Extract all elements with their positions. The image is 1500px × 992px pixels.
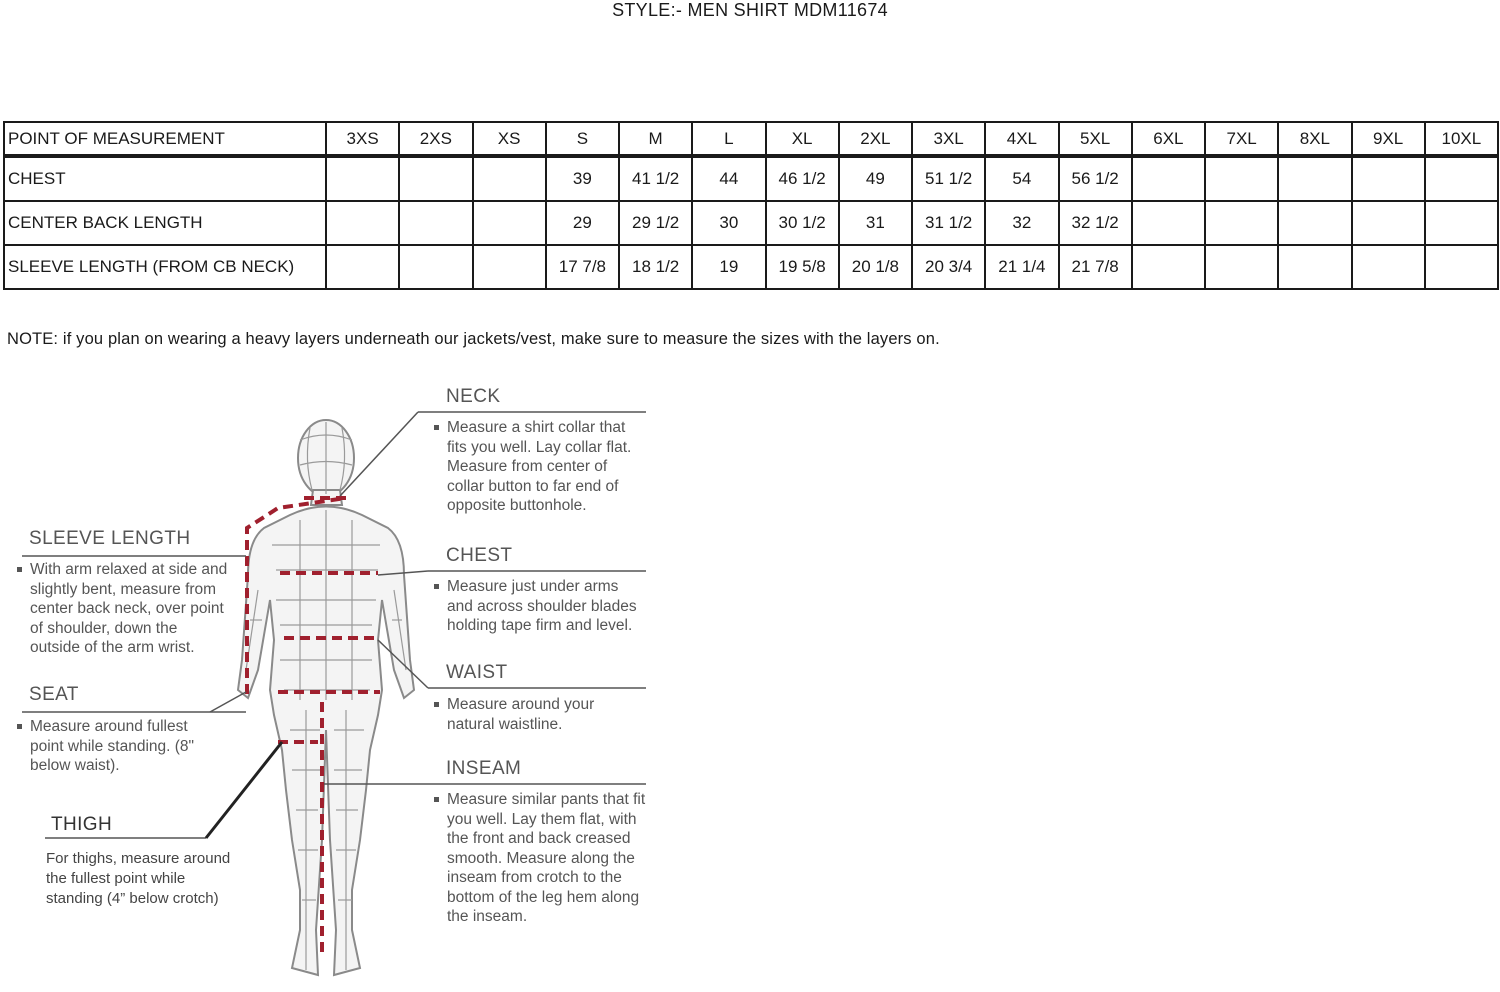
measurement-cell — [473, 201, 546, 245]
measurement-cell: 21 1/4 — [985, 245, 1058, 289]
measurement-cell — [1132, 245, 1205, 289]
measurement-cell — [1205, 201, 1278, 245]
size-header-cell: 2XS — [399, 122, 472, 156]
sleeve-length-description — [30, 560, 230, 658]
header-point-of-measurement: POINT OF MEASUREMENT — [4, 122, 326, 156]
size-header-cell: XL — [766, 122, 839, 156]
measurement-cell — [1278, 156, 1351, 201]
thigh-callout-line — [206, 742, 282, 838]
size-header-cell: 8XL — [1278, 122, 1351, 156]
measurement-cell: 49 — [839, 156, 912, 201]
measurement-cell: 51 1/2 — [912, 156, 985, 201]
measurement-cell: 20 3/4 — [912, 245, 985, 289]
measurement-cell: 54 — [985, 156, 1058, 201]
measurement-cell: 17 7/8 — [546, 245, 619, 289]
size-header-cell: 4XL — [985, 122, 1058, 156]
measurement-cell — [1205, 156, 1278, 201]
measurement-cell: 30 1/2 — [766, 201, 839, 245]
chest-heading: CHEST — [446, 545, 513, 566]
measurement-cell: 41 1/2 — [619, 156, 692, 201]
sleeve-length-description-text: With arm relaxed at side and slightly bent, measure from center back neck, over point of shoulder, down the outside of the arm wrist. — [30, 561, 228, 656]
measurement-cell: 31 1/2 — [912, 201, 985, 245]
table-row — [4, 245, 1498, 289]
size-header-cell: 2XL — [839, 122, 912, 156]
page-title: STYLE:- MEN SHIRT MDM11674 — [612, 0, 888, 20]
measurement-cell — [1205, 245, 1278, 289]
size-header-cell: XS — [473, 122, 546, 156]
size-header-cell: 9XL — [1352, 122, 1425, 156]
measurement-cell — [326, 245, 399, 289]
inseam-heading: INSEAM — [446, 758, 522, 779]
seat-description — [30, 717, 205, 776]
size-header-cell: L — [692, 122, 765, 156]
measurement-cell — [399, 245, 472, 289]
measurement-cell — [399, 201, 472, 245]
table-header-row — [4, 122, 1498, 156]
measurement-cell: 19 — [692, 245, 765, 289]
measurement-cell — [326, 201, 399, 245]
measurement-cell — [473, 156, 546, 201]
measurement-cell — [326, 156, 399, 201]
measurement-cell: 19 5/8 — [766, 245, 839, 289]
measurement-cell — [1132, 201, 1205, 245]
seat-description-text: Measure around fullest point while standing. (8" below waist). — [30, 718, 195, 774]
neck-heading: NECK — [446, 386, 501, 407]
measurement-cell — [1132, 156, 1205, 201]
table-row — [4, 201, 1498, 245]
measurement-cell — [1352, 201, 1425, 245]
inseam-description-text: Measure similar pants that fit you well. Lay them flat, with the front and back creased smooth. Measure along the inseam from crotch to the bottom of the leg hem along the inseam. — [447, 791, 646, 925]
sleeve-length-heading: SLEEVE LENGTH — [29, 528, 191, 549]
measurement-cell: 46 1/2 — [766, 156, 839, 201]
measurement-cell — [1352, 156, 1425, 201]
measurement-cell: 20 1/8 — [839, 245, 912, 289]
size-header-cell: 6XL — [1132, 122, 1205, 156]
size-header-cell: 5XL — [1059, 122, 1132, 156]
size-header-cell: 10XL — [1425, 122, 1498, 156]
measurement-cell: 56 1/2 — [1059, 156, 1132, 201]
measurement-cell: 32 1/2 — [1059, 201, 1132, 245]
waist-description-text: Measure around your natural waistline. — [447, 696, 595, 733]
thigh-heading: THIGH — [51, 814, 113, 835]
measurement-cell — [1425, 245, 1498, 289]
size-header-cell: M — [619, 122, 692, 156]
chest-description-text: Measure just under arms and across shoulder blades holding tape firm and level. — [447, 578, 637, 634]
table-row — [4, 156, 1498, 201]
measurement-cell — [1278, 201, 1351, 245]
row-label: CENTER BACK LENGTH — [4, 201, 326, 245]
measurement-cell: 18 1/2 — [619, 245, 692, 289]
neck-description — [447, 418, 647, 516]
measurement-cell: 30 — [692, 201, 765, 245]
measurement-cell — [1352, 245, 1425, 289]
measurement-cell: 21 7/8 — [1059, 245, 1132, 289]
measurement-cell — [1278, 245, 1351, 289]
thigh-description: For thighs, measure around the fullest point while standing (4” below crotch) — [46, 850, 231, 907]
measurement-guide — [0, 370, 700, 992]
neck-description-text: Measure a shirt collar that fits you well. Lay collar flat. Measure from center of collar button to far end of opposite buttonhole. — [447, 419, 632, 514]
row-label: SLEEVE LENGTH (FROM CB NECK) — [4, 245, 326, 289]
measurement-cell — [1425, 156, 1498, 201]
size-header-cell: 3XS — [326, 122, 399, 156]
size-chart-table — [3, 121, 1499, 290]
seat-heading: SEAT — [29, 684, 79, 705]
measurement-cell: 32 — [985, 201, 1058, 245]
measurement-cell — [399, 156, 472, 201]
waist-description — [447, 695, 617, 734]
note-text: NOTE: if you plan on wearing a heavy layers underneath our jackets/vest, make sure to measure the sizes with the layers on. — [7, 330, 940, 348]
inseam-description — [447, 790, 647, 927]
measurement-cell — [1425, 201, 1498, 245]
size-header-cell: 7XL — [1205, 122, 1278, 156]
size-header-cell: S — [546, 122, 619, 156]
row-label: CHEST — [4, 156, 326, 201]
measurement-cell — [473, 245, 546, 289]
chest-description — [447, 577, 647, 636]
measurement-cell: 44 — [692, 156, 765, 201]
waist-heading: WAIST — [446, 662, 508, 683]
size-header-cell: 3XL — [912, 122, 985, 156]
measurement-cell: 29 — [546, 201, 619, 245]
measurement-cell: 31 — [839, 201, 912, 245]
measurement-cell: 29 1/2 — [619, 201, 692, 245]
measurement-cell: 39 — [546, 156, 619, 201]
